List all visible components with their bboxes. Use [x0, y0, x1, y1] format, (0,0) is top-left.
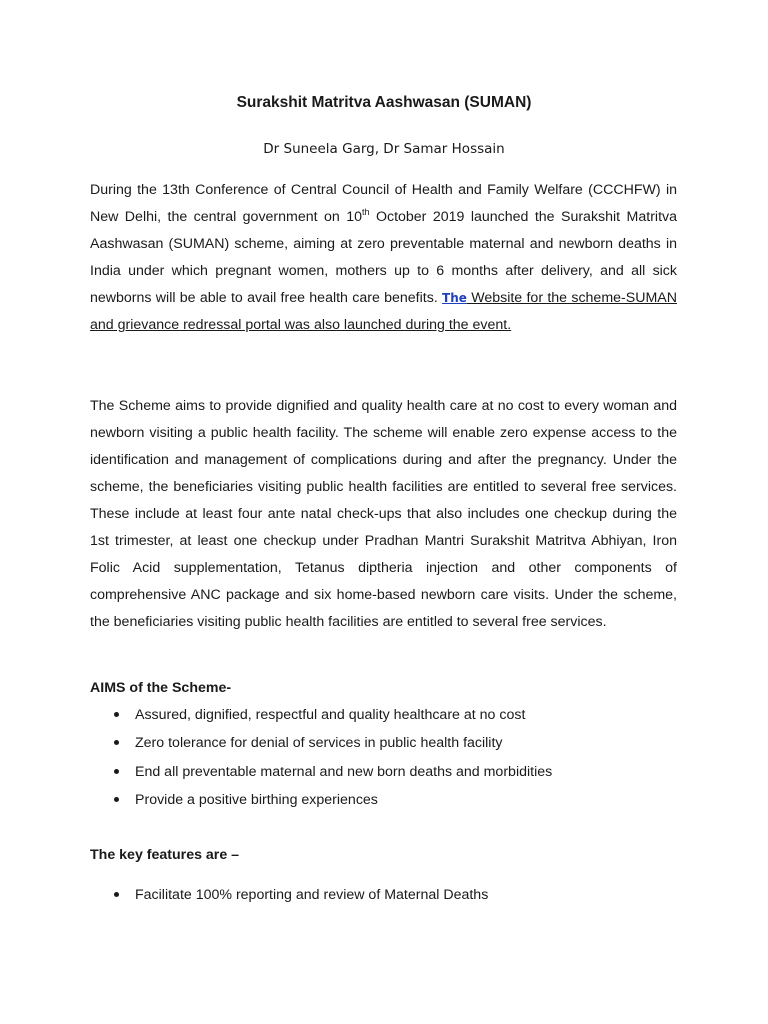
aims-heading: AIMS of the Scheme-	[90, 680, 232, 696]
list-item	[90, 701, 690, 729]
list-item-text: End all preventable maternal and new born deaths and morbidities	[135, 763, 553, 780]
intro-paragraph	[90, 177, 677, 339]
bullet-icon	[114, 769, 119, 774]
bullet-icon	[114, 740, 119, 745]
bullet-icon	[114, 892, 119, 897]
list-item	[90, 758, 690, 786]
list-item-text: Provide a positive birthing experiences	[135, 791, 378, 808]
list-item-text: Facilitate 100% reporting and review of Maternal Deaths	[135, 887, 489, 903]
list-item-text: Zero tolerance for denial of services in public health facility	[135, 735, 503, 752]
website-link[interactable]: The	[442, 291, 467, 305]
list-item	[90, 881, 690, 909]
ordinal-superscript: th	[362, 207, 370, 217]
intro-text-b: October 2019 launched the Surakshit Matritva Aashwasan (SUMAN) scheme, aiming at zero preventable maternal and newborn deaths in India under which pregnant women, mothers up to 6 months after delivery, and all sick newborns will be able to avail free health care benefits.	[90, 209, 677, 306]
aims-list	[90, 701, 690, 814]
key-features-heading: The key features are –	[90, 847, 240, 863]
scheme-paragraph: The Scheme aims to provide dignified and quality health care at no cost to every woman and newborn visiting a public health facility. The scheme will enable zero expense access to the identification and management of complications during and after the pregnancy. Under the scheme, the beneficiaries visiting public health facilities are entitled to several free services. These include at least four ante natal check-ups that also includes one checkup during the 1st trimester, at least one checkup under Pradhan Mantri Surakshit Matritva Abhiyan, Iron Folic Acid supplementation, Tetanus diptheria injection and other components of comprehensive ANC package and six home-based newborn care visits. Under the scheme, the beneficiaries visiting public health facilities are entitled to several free services.	[90, 398, 677, 630]
list-item	[90, 729, 690, 757]
key-features-list	[90, 881, 690, 909]
list-item	[90, 786, 690, 814]
document-authors: Dr Suneela Garg, Dr Samar Hossain	[263, 141, 505, 157]
bullet-icon	[114, 797, 119, 802]
bullet-icon	[114, 712, 119, 717]
document-title: Surakshit Matritva Aashwasan (SUMAN)	[236, 94, 532, 111]
list-item-text: Assured, dignified, respectful and quality healthcare at no cost	[135, 707, 526, 723]
underlined-announcement: Website for the scheme-SUMAN and grievance redressal portal was also launched during the event.	[90, 290, 677, 333]
intro-text-a: During the 13th Conference of Central Council of Health and Family Welfare (CCCHFW) in New Delhi, the central government on 10	[90, 182, 677, 225]
